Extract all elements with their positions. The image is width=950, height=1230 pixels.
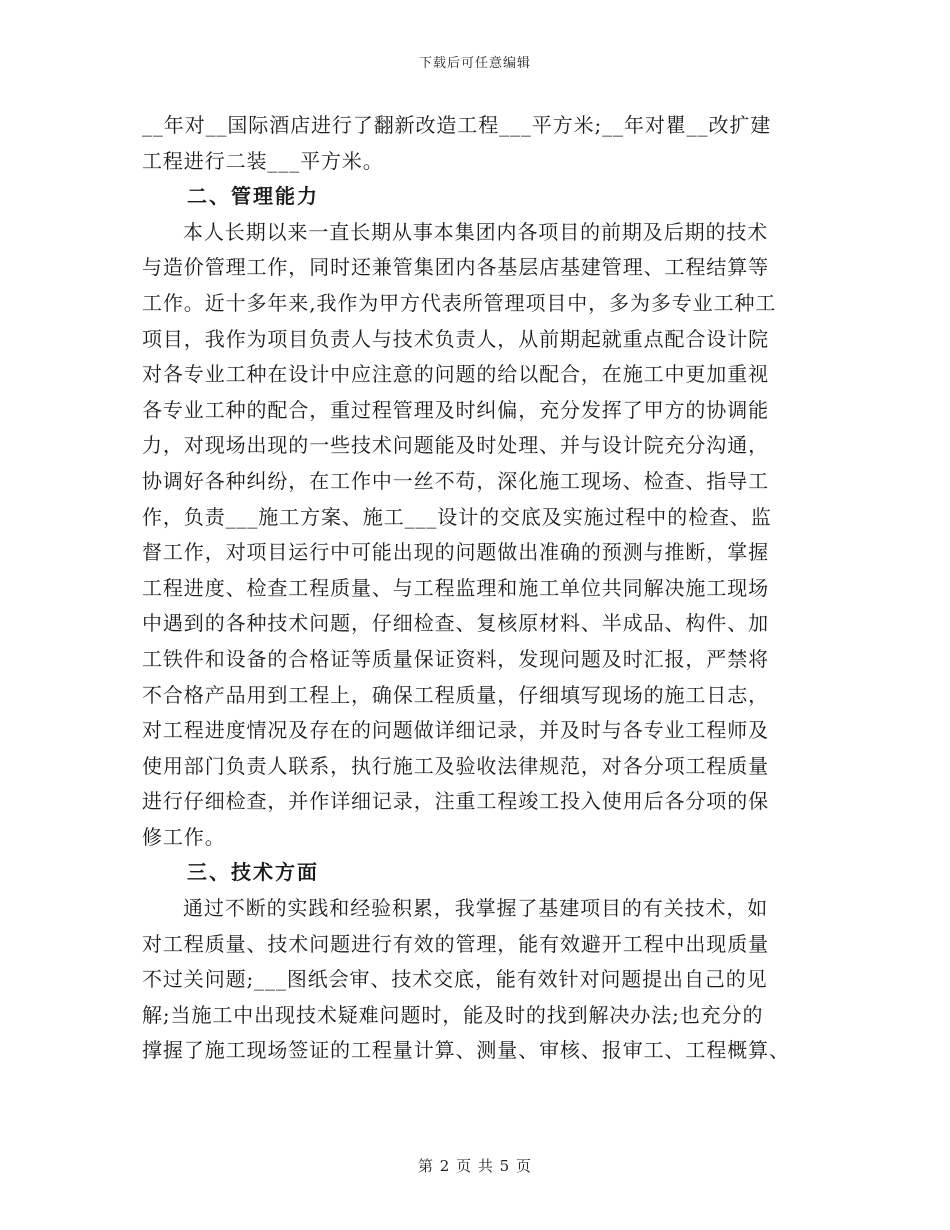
paragraph-line: 对各专业工种在设计中应注意的问题的给以配合，在施工中更加重视	[142, 362, 769, 387]
paragraph-line: 不合格产品用到工程上，确保工程质量，仔细填写现场的施工日志，	[142, 682, 769, 707]
paragraph-line: 解;当施工中出现技术疑难问题时，能及时的找到解决办法;也充分的	[142, 1002, 764, 1027]
paragraph-line: 工程进行二装___平方米。	[142, 148, 384, 173]
paragraph-line: 力，对现场出现的一些技术问题能及时处理、并与设计院充分沟通，	[142, 433, 769, 458]
paragraph-line: 工铁件和设备的合格证等质量保证资料，发现问题及时汇报，严禁将	[142, 646, 769, 671]
paragraph-line: 对工程进度情况及存在的问题做详细记录，并及时与各专业工程师及	[142, 718, 769, 743]
paragraph-line: 不过关问题;___图纸会审、技术交底，能有效针对问题提出自己的见	[142, 967, 768, 992]
paragraph-line: 作，负责___施工方案、施工___设计的交底及实施过程中的检查、监	[142, 504, 772, 529]
paragraph-line: 项目，我作为项目负责人与技术负责人，从前期起就重点配合设计院	[142, 326, 769, 351]
document-body	[142, 108, 808, 1069]
paragraph-line: 修工作。	[142, 824, 226, 849]
page-number: 第 2 页 共 5 页	[418, 1157, 532, 1175]
paragraph-line: 通过不断的实践和经验积累，我掌握了基建项目的有关技术，如	[183, 896, 769, 921]
paragraph-line: __年对__国际酒店进行了翻新改造工程___平方米;__年对瞿__改扩建	[142, 113, 772, 137]
paragraph-line: 进行仔细检查，并作详细记录，注重工程竣工投入使用后各分项的保	[142, 789, 769, 814]
paragraph-line: 本人长期以来一直长期从事本集团内各项目的前期及后期的技术	[183, 219, 769, 244]
paragraph-line: 工作。近十多年来,我作为甲方代表所管理项目中，多为多专业工种工	[142, 290, 777, 315]
paragraph-line: 撑握了施工现场签证的工程量计算、测量、审核、报审工、工程概算、	[142, 1038, 790, 1063]
paragraph-line: 协调好各种纠纷，在工作中一丝不苟，深化施工现场、检查、指导工	[142, 468, 769, 493]
paragraph-line: 督工作，对项目运行中可能出现的问题做出准确的预测与推断，掌握	[142, 540, 769, 565]
paragraph-line: 中遇到的各种技术问题，仔细检查、复核原材料、半成品、构件、加	[142, 611, 769, 636]
paragraph-line: 对工程质量、技术问题进行有效的管理，能有效避开工程中出现质量	[142, 931, 769, 956]
paragraph-line: 使用部门负责人联系，执行施工及验收法律规范，对各分项工程质量	[142, 753, 769, 778]
page-header: 下载后可任意编辑	[418, 56, 531, 71]
paragraph-line: 各专业工种的配合，重过程管理及时纠偏，充分发挥了甲方的协调能	[142, 397, 769, 422]
paragraph-line: 工程进度、检查工程质量、与工程监理和施工单位共同解决施工现场	[142, 575, 769, 600]
section-heading-management: 二、管理能力	[187, 184, 319, 209]
section-heading-technical: 三、技术方面	[187, 860, 319, 885]
paragraph-line: 与造价管理工作，同时还兼管集团内各基层店基建管理、工程结算等	[142, 255, 769, 280]
